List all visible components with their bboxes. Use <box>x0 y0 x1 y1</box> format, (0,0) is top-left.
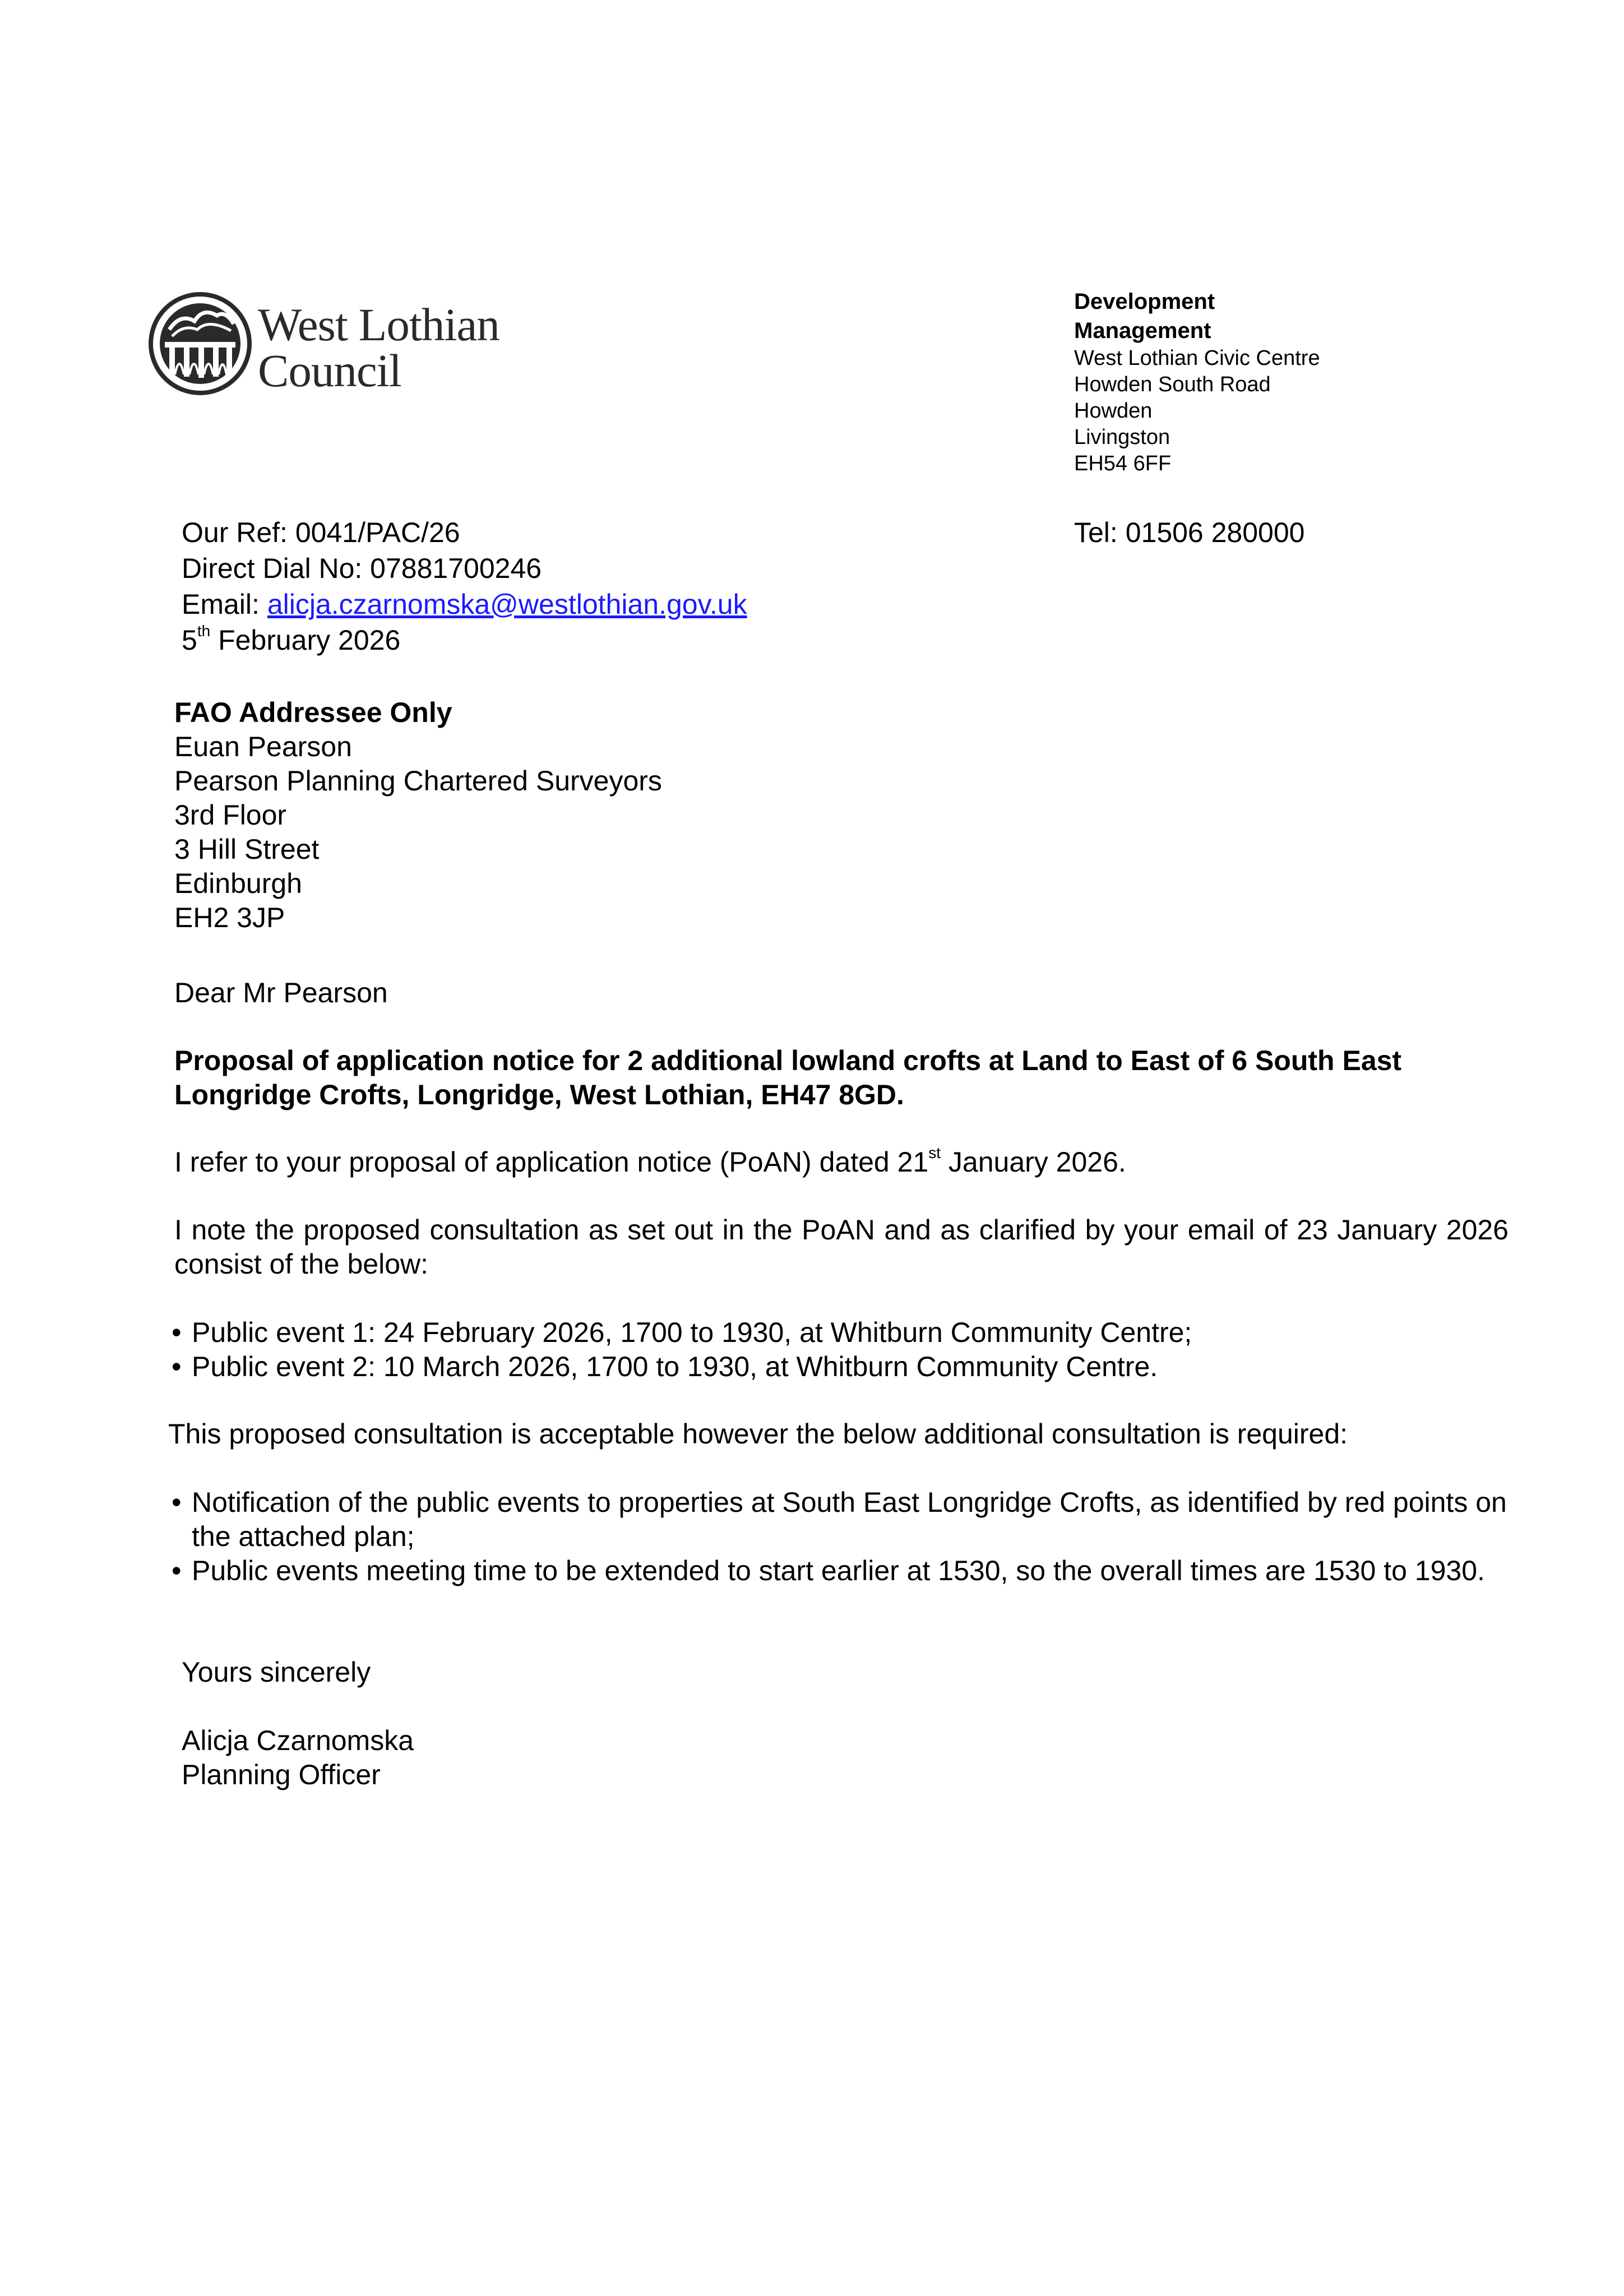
direct-dial: Direct Dial No: 07881700246 <box>182 553 542 584</box>
list-item <box>172 1554 1528 1588</box>
fao-line: FAO Addressee Only <box>174 697 452 728</box>
council-logo <box>147 290 528 402</box>
email-link[interactable]: alicja.czarnomska@westlothian.gov.uk <box>267 589 747 620</box>
letter-date <box>182 622 1079 658</box>
department-address-line: Livingston <box>1074 425 1170 449</box>
email-label: Email: <box>182 589 267 620</box>
body-paragraph-2: I note the proposed consultation as set out in the PoAN and as clarified by your email of 23 January 2026 consist of the below: <box>174 1214 1509 1280</box>
logo-text-line2: Council <box>258 345 401 396</box>
addressee-line: Euan Pearson <box>174 731 352 762</box>
department-address-line: Howden South Road <box>1074 373 1271 396</box>
list-item-text: Public event 1: 24 February 2026, 1700 to 1930, at Whitburn Community Centre; <box>192 1317 1192 1348</box>
addressee-line: 3 Hill Street <box>174 834 320 865</box>
body-paragraph-1 <box>174 1145 1520 1179</box>
p1-superscript: st <box>928 1144 941 1162</box>
telephone: Tel: 01506 280000 <box>1074 517 1305 548</box>
list-item <box>172 1350 1528 1384</box>
event-list <box>172 1316 1528 1384</box>
addressee-line: Edinburgh <box>174 868 302 899</box>
our-ref: Our Ref: 0041/PAC/26 <box>182 517 460 548</box>
addressee-line: EH2 3JP <box>174 902 285 933</box>
date-rest: February 2026 <box>210 624 401 656</box>
body-paragraph-3: This proposed consultation is acceptable however the below additional consultation is required: <box>168 1418 1348 1450</box>
signatory-title: Planning Officer <box>182 1759 381 1790</box>
bullet: • <box>172 1487 182 1518</box>
logo-text-line1: West Lothian <box>258 299 499 350</box>
council-logo-text <box>258 299 499 396</box>
department-address-block <box>1074 287 1466 477</box>
addressee-line: 3rd Floor <box>174 799 287 831</box>
department-address-line: EH54 6FF <box>1074 452 1172 475</box>
date-suffix: th <box>197 622 211 640</box>
signatory-name: Alicja Czarnomska <box>182 1725 414 1756</box>
bullet: • <box>172 1555 182 1586</box>
p1-text: I refer to your proposal of application notice (PoAN) dated 21 <box>174 1146 929 1178</box>
addressee-block <box>174 696 1183 935</box>
p1-text-end: January 2026. <box>941 1146 1126 1178</box>
closing: Yours sincerely <box>182 1656 371 1688</box>
department-address-line: Howden <box>1074 399 1153 423</box>
date-day: 5 <box>182 624 197 656</box>
requirement-list <box>172 1485 1528 1588</box>
department-name-line1: Development <box>1074 289 1215 314</box>
subject-heading: Proposal of application notice for 2 additional lowland crofts at Land to East of 6 South East Longridge Crofts, Longridge, West Lothian, EH47 8GD. <box>174 1045 1402 1110</box>
list-item <box>172 1316 1528 1350</box>
email-line <box>182 586 1079 622</box>
addressee-line: Pearson Planning Chartered Surveyors <box>174 765 662 797</box>
council-crest-icon <box>147 290 253 397</box>
list-item-text: Public events meeting time to be extended to start earlier at 1530, so the overall times are 1530 to 1930. <box>192 1555 1485 1586</box>
salutation: Dear Mr Pearson <box>174 977 388 1008</box>
signature-block <box>182 1724 414 1792</box>
department-address-line: West Lothian Civic Centre <box>1074 346 1320 370</box>
reference-block <box>182 515 1079 658</box>
list-item-text: Public event 2: 10 March 2026, 1700 to 1930, at Whitburn Community Centre. <box>192 1351 1158 1382</box>
list-item-text: Notification of the public events to properties at South East Longridge Crofts, as identified by red points on the attached plan; <box>192 1487 1507 1552</box>
list-item <box>172 1485 1528 1554</box>
department-name-line2: Management <box>1074 318 1211 343</box>
bullet: • <box>172 1317 182 1348</box>
bullet: • <box>172 1351 182 1382</box>
